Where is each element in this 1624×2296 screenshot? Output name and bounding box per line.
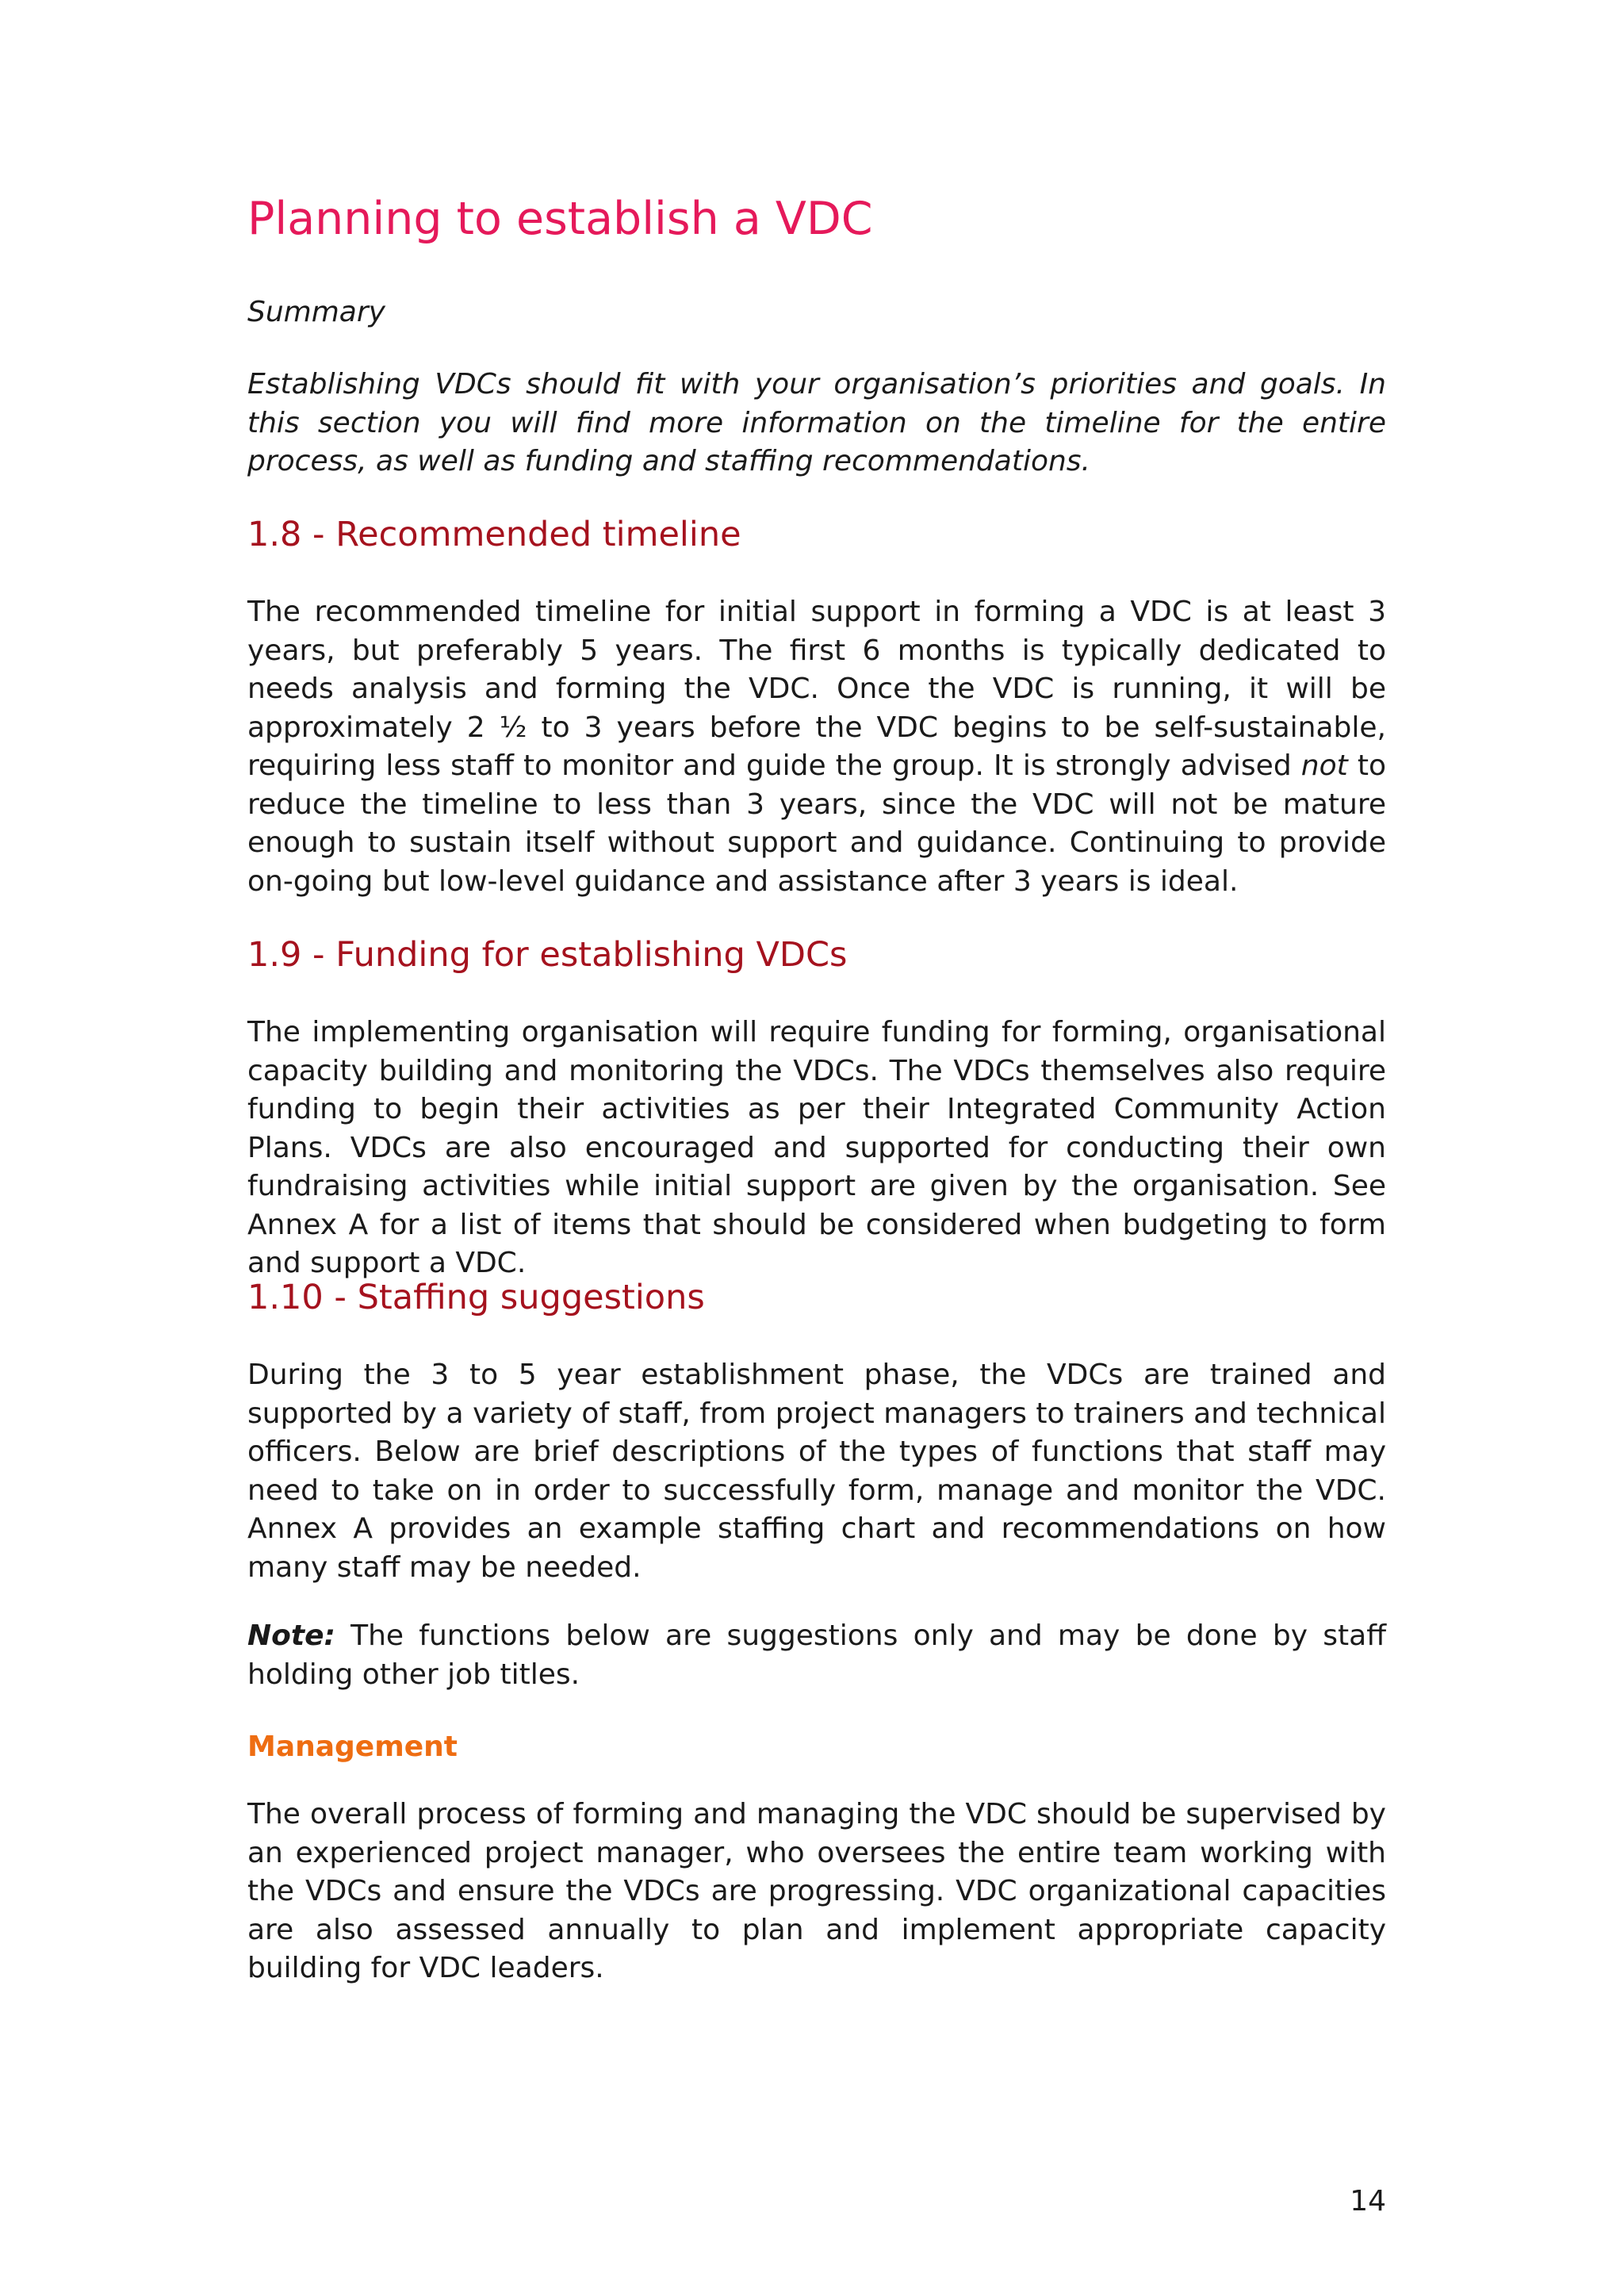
note-paragraph: [247, 1617, 1386, 1694]
section-heading-timeline: 1.8 - Recommended timeline: [247, 515, 741, 554]
note-text: The functions below are suggestions only and may be done by staff holding other job titles.: [247, 1619, 1386, 1691]
timeline-paragraph: [247, 593, 1386, 901]
management-paragraph: The overall process of forming and managing the VDC should be supervised by an experienced project manager, who oversees the entire team working with the VDCs and ensure the VDCs are progressing. VDC organizational capacities are also assessed annually to plan and implement appropriate capacity building for VDC leaders.: [247, 1798, 1386, 1984]
timeline-text-part-1: The recommended timeline for initial support in forming a VDC is at least 3 years, but preferably 5 years. The first 6 months is typically dedicated to needs analysis and forming the VDC. Once the VDC is running, it will be approximately 2 ½ to 3 years before the VDC begins to be self-sustainable, requiring less staff to monitor and guide the group. It is strongly advised: [247, 596, 1386, 782]
management-heading: Management: [247, 1731, 458, 1763]
summary-text: Establishing VDCs should fit with your organisation’s priorities and goals. In this section you will find more information on the timeline for the entire process, as well as funding and staffing recommendations.: [247, 368, 1386, 477]
staffing-paragraph: During the 3 to 5 year establishment phase, the VDCs are trained and supported by a variety of staff, from project managers to trainers and technical officers. Below are brief descriptions of the types of functions that staff may need to take on in order to successfully form, manage and monitor the VDC. Annex A provides an example staffing chart and recommendations on how many staff may be needed.: [247, 1359, 1386, 1584]
summary-label: Summary: [247, 296, 385, 328]
note-label: Note:: [247, 1619, 335, 1652]
timeline-emphasis: not: [1300, 749, 1348, 782]
section-heading-staffing: 1.10 - Staffing suggestions: [247, 1278, 705, 1317]
funding-paragraph: The implementing organisation will require funding for forming, organisational capacity building and monitoring the VDCs. The VDCs themselves also require funding to begin their activities as per their Integrated Community Action Plans. VDCs are also encouraged and supported for conducting their own fundraising activities while initial support are given by the organisation. See Annex A for a list of items that should be considered when budgeting to form and support a VDC.: [247, 1016, 1386, 1279]
page-number: 14: [1350, 2185, 1386, 2217]
timeline-text-part-2: to reduce the timeline to less than 3 years, since the VDC will not be mature enough to sustain itself without support and guidance. Continuing to provide on-going but low-level guidance and assistance after 3 years is ideal.: [247, 749, 1386, 898]
section-heading-funding: 1.9 - Funding for establishing VDCs: [247, 935, 848, 975]
document-page: [247, 0, 1386, 2296]
page-title: Planning to establish a VDC: [247, 193, 873, 245]
